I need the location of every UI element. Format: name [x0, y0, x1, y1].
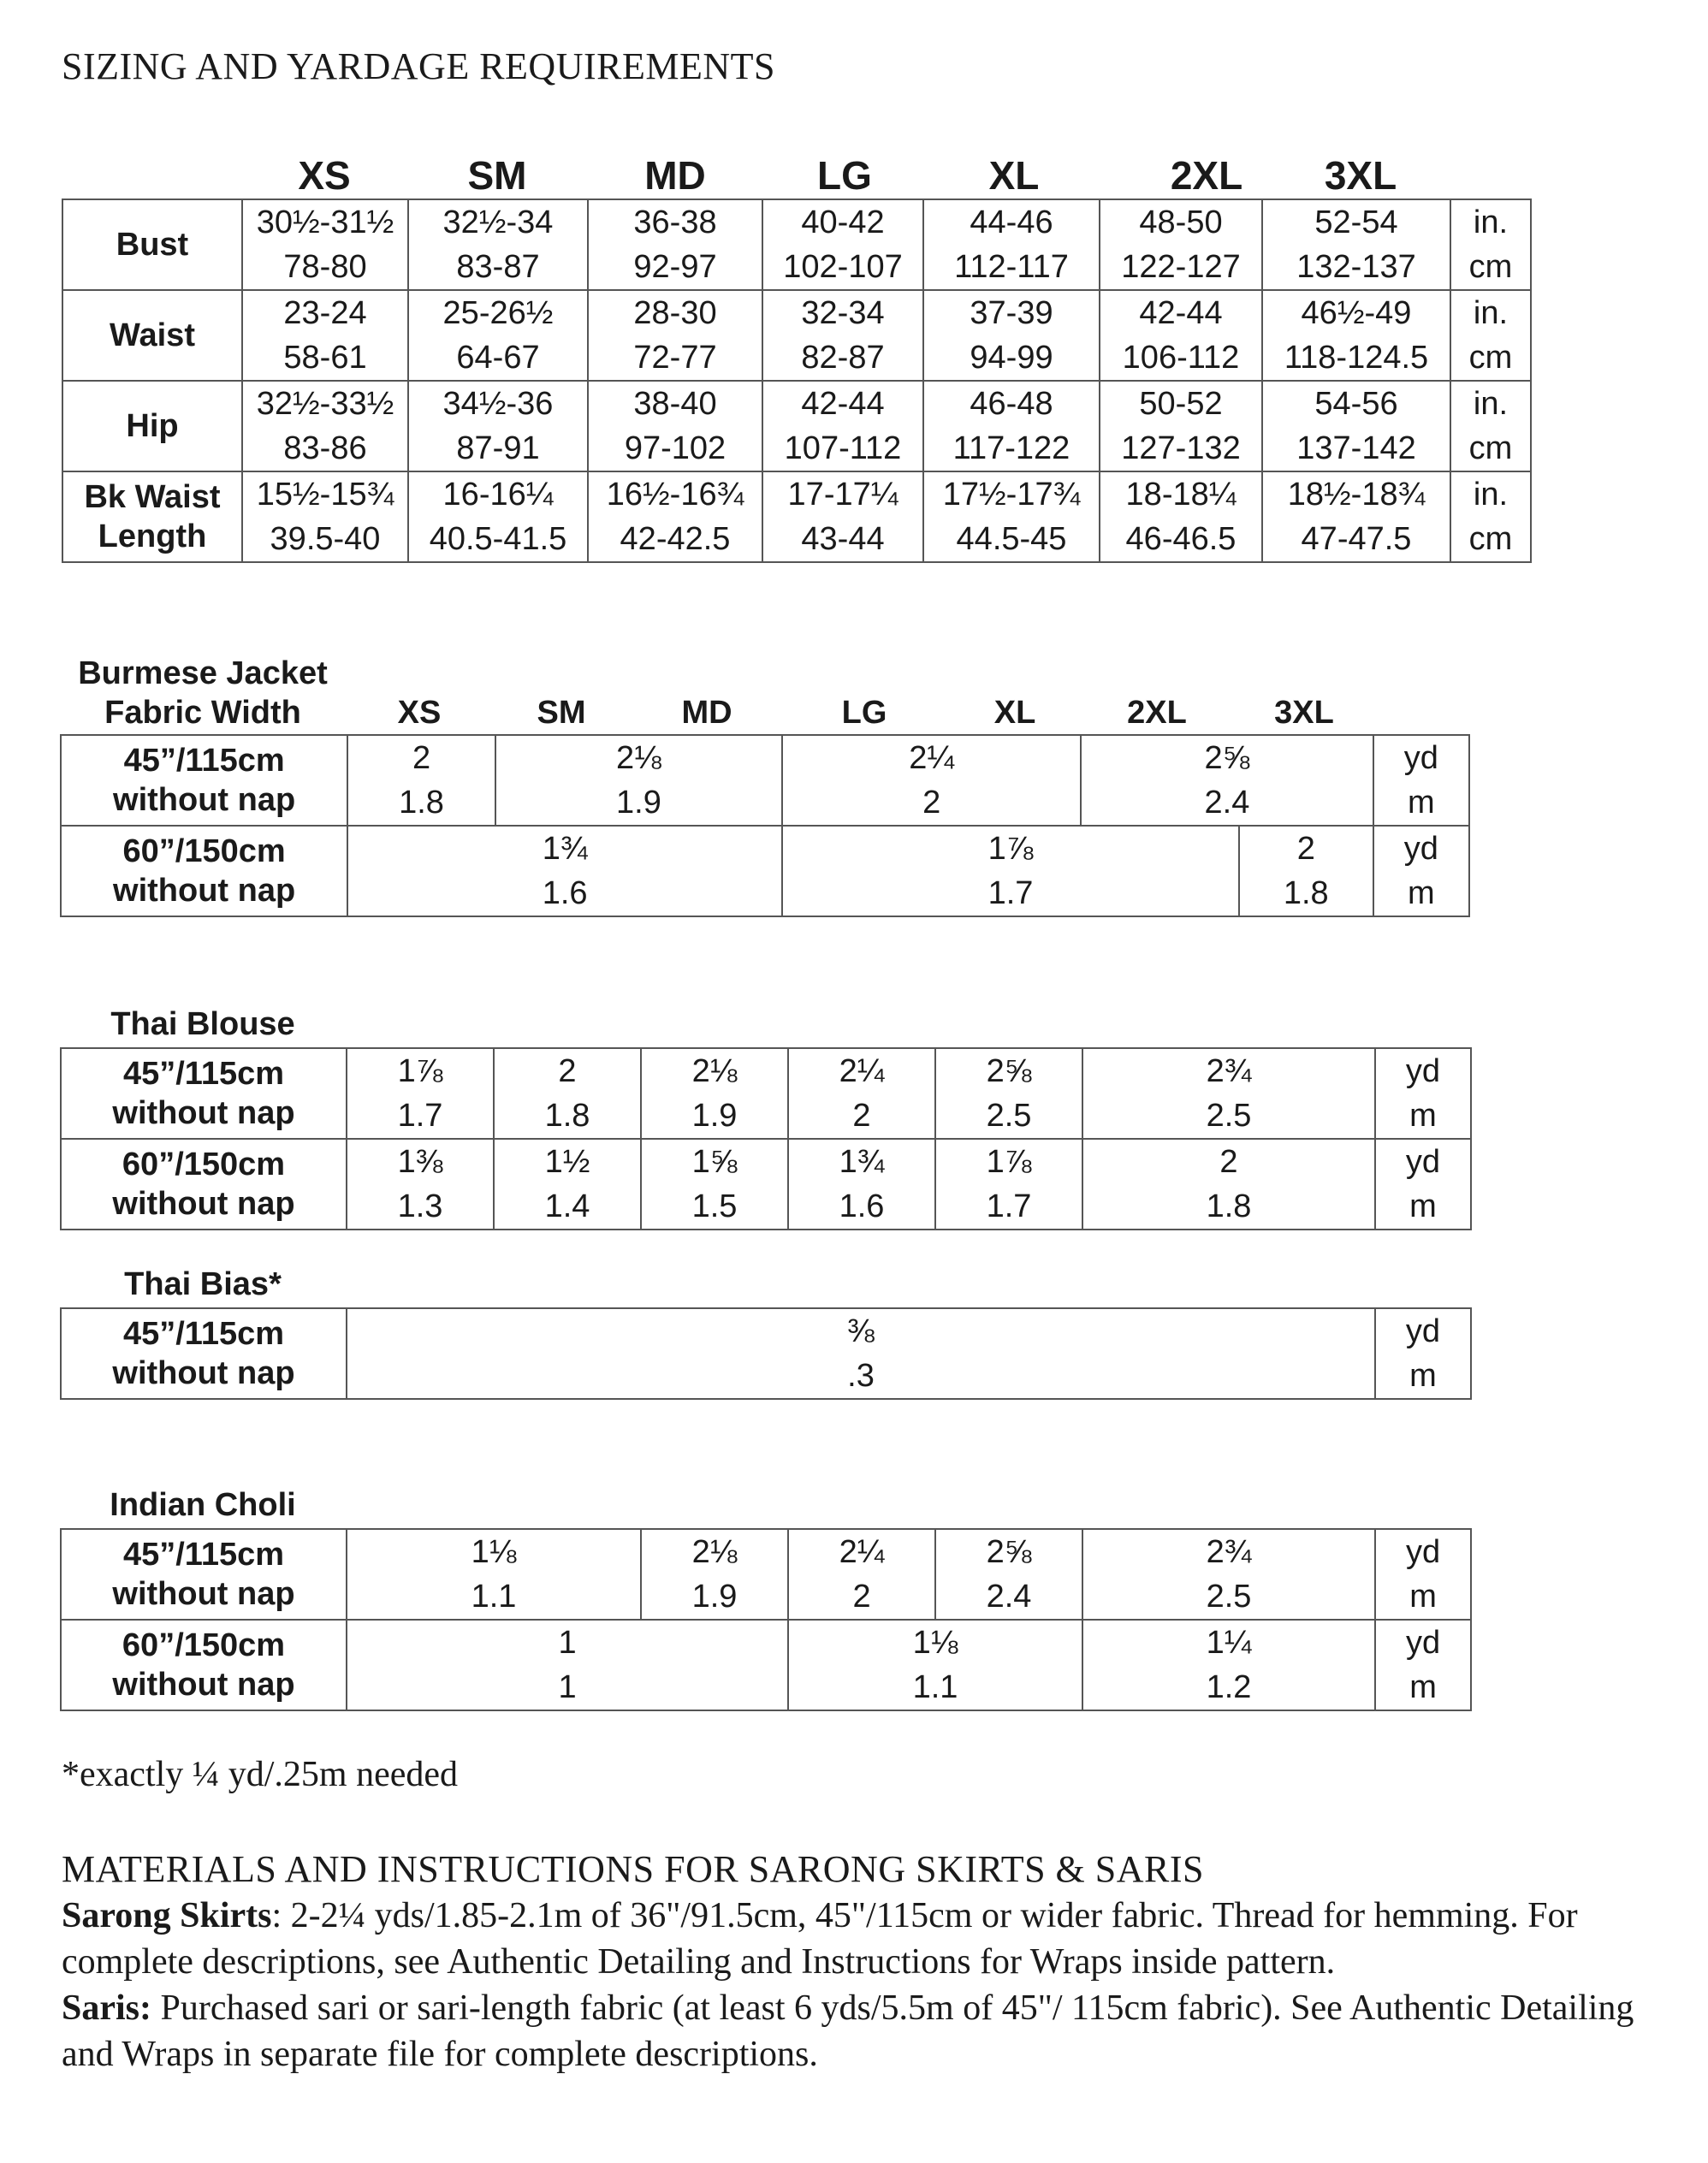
bust-in-2xl: 48-50 [1139, 204, 1223, 240]
thai-60-md-yd: 1⅝ [691, 1144, 738, 1180]
bkwaist-in-2xl: 18-18¼ [1125, 477, 1237, 513]
fabric-60-label: 60”/150cm [122, 833, 286, 869]
without-nap-label: without nap [113, 782, 296, 818]
waist-in-md: 28-30 [633, 295, 717, 331]
bust-cm-xs: 78-80 [283, 249, 367, 285]
thai-60-sm-yd: 1½ [544, 1144, 590, 1180]
choli-60-lg-xl-yd: 1⅛ [912, 1625, 958, 1661]
bust-cm-3xl: 132-137 [1296, 249, 1416, 285]
hip-cm-2xl: 127-132 [1121, 430, 1241, 466]
hip-in-xs: 32½-33½ [256, 386, 394, 422]
unit-m: m [1409, 1669, 1437, 1705]
back-waist-length-row [62, 471, 1531, 562]
thai-45-2xl-3xl-yd: 2¾ [1206, 1053, 1252, 1089]
saris-label: Saris: [62, 1988, 151, 2028]
unit-in: in. [1473, 386, 1509, 422]
waist-cm-sm: 64-67 [456, 340, 540, 376]
bkwaist-in-3xl: 18½-18¾ [1287, 477, 1426, 513]
thai-45-xl-m: 2.5 [986, 1098, 1032, 1134]
burmese-60-lg-2xl-m: 1.7 [987, 875, 1034, 911]
unit-yd: yd [1405, 1534, 1441, 1570]
bkwaist-cm-xl: 44.5-45 [956, 521, 1067, 557]
waist-in-xs: 23-24 [283, 295, 367, 331]
bkwaist-in-lg: 17-17¼ [787, 477, 898, 513]
bkwaist-cm-lg: 43-44 [801, 521, 885, 557]
thai-60-md-m: 1.5 [691, 1188, 738, 1224]
burmese-row-60 [61, 826, 1469, 916]
waist-cm-md: 72-77 [633, 340, 717, 376]
thai-45-md-yd: 2⅛ [691, 1053, 738, 1089]
size-header-2xl: 2XL [1127, 695, 1187, 731]
thai-60-2xl-3xl-m: 1.8 [1206, 1188, 1252, 1224]
choli-45-xl-m: 2.4 [986, 1579, 1032, 1615]
sarong-label: Sarong Skirts [62, 1896, 272, 1935]
choli-60-lg-xl-m: 1.1 [912, 1669, 958, 1705]
bust-in-3xl: 52-54 [1314, 204, 1398, 240]
without-nap-label: without nap [112, 1667, 295, 1703]
unit-cm: cm [1468, 249, 1513, 285]
hip-in-2xl: 50-52 [1139, 386, 1223, 422]
unit-in: in. [1473, 295, 1509, 331]
bkwaist-in-xs: 15½-15¾ [256, 477, 394, 513]
size-header-2xl: 2XL [1170, 153, 1243, 198]
unit-yd: yd [1403, 831, 1438, 867]
burmese-45-lg-xl-yd: 2¼ [909, 740, 955, 776]
waist-row [62, 290, 1531, 381]
bust-cm-lg: 102-107 [783, 249, 903, 285]
indian-choli-table [60, 1528, 1472, 1711]
hip-in-md: 38-40 [633, 386, 717, 422]
bust-row [62, 199, 1531, 290]
burmese-45-sm-md-m: 1.9 [616, 785, 661, 821]
burmese-45-xs-m: 1.8 [399, 785, 444, 821]
footnote: *exactly ¼ yd/.25m needed [62, 1755, 459, 1794]
unit-yd: yd [1405, 1313, 1441, 1349]
waist-in-2xl: 42-44 [1139, 295, 1223, 331]
bust-cm-sm: 83-87 [456, 249, 540, 285]
thai-bias-heading: Thai Bias* [124, 1266, 282, 1302]
bkwaist-cm-2xl: 46-46.5 [1125, 521, 1237, 557]
thai-45-2xl-3xl-m: 2.5 [1206, 1098, 1252, 1134]
unit-in: in. [1473, 204, 1509, 240]
hip-in-lg: 42-44 [801, 386, 885, 422]
unit-in: in. [1473, 477, 1509, 513]
sarong-text: : 2-2¼ yds/1.85-2.1m of 36"/91.5cm, 45"/115cm or wider fabric. Thread for hemming. For complete descriptions, see Authentic Detailing and Instructions for Wraps inside pattern. [62, 1896, 1578, 1982]
bust-cm-md: 92-97 [633, 249, 717, 285]
unit-yd: yd [1405, 1625, 1441, 1661]
hip-cm-lg: 107-112 [784, 430, 902, 466]
without-nap-label: without nap [112, 1095, 295, 1131]
bust-in-md: 36-38 [633, 204, 717, 240]
size-header-xs: XS [298, 153, 351, 198]
hip-row [62, 381, 1531, 471]
burmese-45-sm-md-yd: 2⅛ [616, 740, 661, 776]
bust-cm-xl: 112-117 [954, 249, 1069, 285]
hip-cm-xl: 117-122 [952, 430, 1070, 466]
burmese-60-3xl-yd: 2 [1296, 831, 1315, 867]
burmese-row-45 [61, 735, 1469, 826]
bust-cm-2xl: 122-127 [1121, 249, 1241, 285]
waist-in-xl: 37-39 [970, 295, 1053, 331]
thai-45-lg-yd: 2¼ [839, 1053, 885, 1089]
choli-45-md-yd: 2⅛ [691, 1534, 738, 1570]
burmese-60-lg-2xl-yd: 1⅞ [987, 831, 1034, 867]
page-title: SIZING AND YARDAGE REQUIREMENTS [62, 45, 775, 87]
waist-cm-xl: 94-99 [970, 340, 1053, 376]
thai-blouse-table [60, 1047, 1472, 1230]
waist-in-sm: 25-26½ [442, 295, 554, 331]
thai-60-lg-yd: 1¾ [839, 1144, 885, 1180]
bkwaist-cm-xs: 39.5-40 [270, 521, 381, 557]
choli-row-45 [61, 1529, 1471, 1620]
thai-bias-table [60, 1307, 1472, 1400]
size-header-lg: LG [817, 153, 872, 198]
bkwaist-in-xl: 17½-17¾ [942, 477, 1081, 513]
fabric-45-label: 45”/115cm [122, 1056, 285, 1092]
thai-bias-all-yd: ⅜ [847, 1313, 875, 1349]
waist-cm-lg: 82-87 [801, 340, 885, 376]
choli-row-60 [61, 1620, 1471, 1710]
choli-45-md-m: 1.9 [691, 1579, 738, 1615]
row-label: Bust [62, 199, 242, 290]
waist-cm-2xl: 106-112 [1122, 340, 1240, 376]
row-label-line2: Length [98, 519, 207, 554]
thai-blouse-heading: Thai Blouse [110, 1006, 295, 1042]
bust-in-lg: 40-42 [801, 204, 885, 240]
thai-bias-row-45 [61, 1308, 1471, 1399]
burmese-jacket-table [60, 734, 1470, 917]
choli-60-2xl-3xl-yd: 1¼ [1206, 1625, 1252, 1661]
thai-60-sm-m: 1.4 [544, 1188, 590, 1224]
unit-m: m [1409, 1188, 1437, 1224]
without-nap-label: without nap [112, 1186, 295, 1222]
unit-m: m [1407, 875, 1435, 911]
unit-yd: yd [1405, 1144, 1441, 1180]
thai-60-2xl-3xl-yd: 2 [1219, 1144, 1238, 1180]
without-nap-label: without nap [112, 1576, 295, 1612]
bkwaist-cm-3xl: 47-47.5 [1301, 521, 1412, 557]
saris-text: Purchased sari or sari-length fabric (at least 6 yds/5.5m of 45"/ 115cm fabric). See Authentic Detailing and Wraps in separate file for complete descriptions. [62, 1988, 1634, 2074]
burmese-45-2xl-3xl-yd: 2⅝ [1204, 740, 1250, 776]
choli-45-xs-sm-m: 1.1 [471, 1579, 517, 1615]
burmese-45-2xl-3xl-m: 2.4 [1204, 785, 1250, 821]
burmese-45-lg-xl-m: 2 [922, 785, 941, 821]
burmese-45-xs-yd: 2 [412, 740, 431, 776]
burmese-heading-line2: Fabric Width [104, 695, 301, 731]
thai-60-xs-m: 1.3 [397, 1188, 443, 1224]
waist-cm-xs: 58-61 [283, 340, 367, 376]
bust-in-xs: 30½-31½ [256, 204, 394, 240]
hip-in-sm: 34½-36 [442, 386, 554, 422]
fabric-60-label: 60”/150cm [122, 1147, 286, 1182]
unit-cm: cm [1468, 430, 1513, 466]
fabric-60-label: 60”/150cm [122, 1627, 286, 1663]
thai-45-xs-m: 1.7 [397, 1098, 443, 1134]
hip-cm-xs: 83-86 [283, 430, 367, 466]
without-nap-label: without nap [113, 873, 296, 909]
bust-in-sm: 32½-34 [442, 204, 554, 240]
waist-cm-3xl: 118-124.5 [1284, 340, 1429, 376]
thai-45-sm-yd: 2 [558, 1053, 577, 1089]
bkwaist-cm-sm: 40.5-41.5 [429, 521, 567, 557]
bkwaist-in-sm: 16-16¼ [442, 477, 554, 513]
fabric-45-label: 45”/115cm [122, 1537, 285, 1573]
thai-45-md-m: 1.9 [691, 1098, 738, 1134]
unit-m: m [1409, 1579, 1437, 1615]
materials-heading: MATERIALS AND INSTRUCTIONS FOR SARONG SKIRTS & SARIS [62, 1848, 1204, 1890]
size-header-lg: LG [841, 695, 887, 731]
thai-60-lg-m: 1.6 [839, 1188, 885, 1224]
size-header-md: MD [681, 695, 732, 731]
size-header-3xl: 3XL [1324, 153, 1397, 198]
size-header-md: MD [644, 153, 706, 198]
hip-cm-3xl: 137-142 [1296, 430, 1416, 466]
choli-45-lg-yd: 2¼ [839, 1534, 885, 1570]
materials-section [62, 1846, 1670, 2077]
waist-in-3xl: 46½-49 [1301, 295, 1412, 331]
unit-cm: cm [1468, 521, 1513, 557]
burmese-60-3xl-m: 1.8 [1283, 875, 1329, 911]
size-header-xs: XS [397, 695, 442, 731]
unit-cm: cm [1468, 340, 1513, 376]
choli-45-xl-yd: 2⅝ [986, 1534, 1032, 1570]
thai-blouse-row-60 [61, 1139, 1471, 1230]
choli-45-lg-m: 2 [852, 1579, 871, 1615]
burmese-60-xs-md-yd: 1¾ [542, 831, 588, 867]
size-header-sm: SM [537, 695, 586, 731]
unit-yd: yd [1403, 740, 1438, 776]
bkwaist-in-md: 16½-16¾ [606, 477, 744, 513]
thai-bias-all-m: .3 [847, 1358, 875, 1394]
bkwaist-cm-md: 42-42.5 [620, 521, 731, 557]
indian-choli-heading: Indian Choli [110, 1487, 296, 1523]
size-header-xl: XL [993, 695, 1036, 731]
hip-cm-md: 97-102 [624, 430, 726, 466]
thai-60-xs-yd: 1⅜ [397, 1144, 443, 1180]
sarong-paragraph [62, 1893, 1670, 1985]
hip-cm-sm: 87-91 [456, 430, 540, 466]
unit-m: m [1407, 785, 1435, 821]
choli-60-xs-md-yd: 1 [558, 1625, 577, 1661]
thai-45-xl-yd: 2⅝ [986, 1053, 1032, 1089]
choli-45-xs-sm-yd: 1⅛ [471, 1534, 517, 1570]
choli-45-2xl-3xl-yd: 2¾ [1206, 1534, 1252, 1570]
choli-45-2xl-3xl-m: 2.5 [1206, 1579, 1252, 1615]
bust-in-xl: 44-46 [970, 204, 1053, 240]
thai-45-lg-m: 2 [852, 1098, 871, 1134]
row-label: Waist [62, 290, 242, 381]
row-label: Bk Waist [84, 479, 221, 515]
size-header-xl: XL [988, 153, 1040, 198]
unit-m: m [1409, 1098, 1437, 1134]
waist-in-lg: 32-34 [801, 295, 885, 331]
hip-in-3xl: 54-56 [1314, 386, 1398, 422]
unit-m: m [1409, 1358, 1437, 1394]
without-nap-label: without nap [112, 1355, 295, 1391]
choli-60-xs-md-m: 1 [558, 1669, 577, 1705]
hip-in-xl: 46-48 [970, 386, 1053, 422]
thai-blouse-row-45 [61, 1048, 1471, 1139]
size-header-sm: SM [467, 153, 527, 198]
burmese-heading-line1: Burmese Jacket [78, 655, 328, 691]
fabric-45-label: 45”/115cm [122, 1316, 285, 1352]
thai-45-sm-m: 1.8 [544, 1098, 590, 1134]
saris-paragraph [62, 1985, 1670, 2077]
fabric-45-label: 45”/115cm [123, 743, 285, 779]
row-label: Hip [62, 381, 242, 471]
burmese-heading [62, 654, 344, 732]
burmese-60-xs-md-m: 1.6 [542, 875, 588, 911]
choli-60-2xl-3xl-m: 1.2 [1206, 1669, 1252, 1705]
size-header-3xl: 3XL [1274, 695, 1334, 731]
thai-60-xl-yd: 1⅞ [986, 1144, 1032, 1180]
body-measurements-table [62, 199, 1532, 563]
unit-yd: yd [1405, 1053, 1441, 1089]
thai-60-xl-m: 1.7 [986, 1188, 1032, 1224]
thai-45-xs-yd: 1⅞ [397, 1053, 443, 1089]
